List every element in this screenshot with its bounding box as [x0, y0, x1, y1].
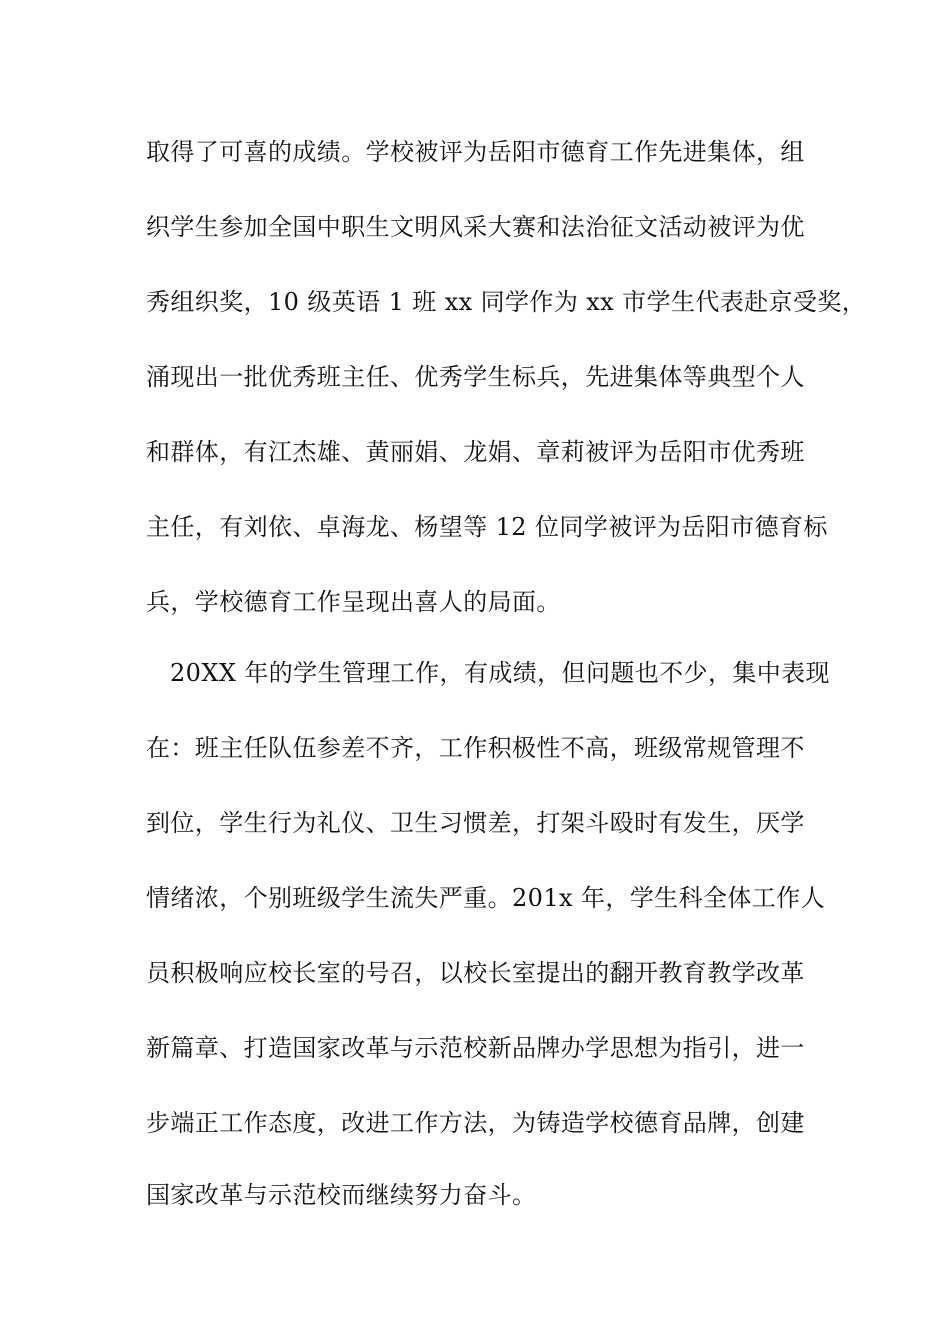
- paragraph-1-line-5: 和群体，有江杰雄、黄丽娟、龙娟、章莉被评为岳阳市优秀班: [146, 438, 805, 466]
- paragraph-1-line-7: 兵，学校德育工作呈现出喜人的局面。: [146, 588, 561, 616]
- paragraph-2-line-8: 国家改革与示范校而继续努力奋斗。: [146, 1181, 537, 1209]
- paragraph-1-line-2: 织学生参加全国中职生文明风采大赛和法治征文活动被评为优: [146, 213, 805, 241]
- paragraph-2-line-6: 新篇章、打造国家改革与示范校新品牌办学思想为指引，进一: [146, 1034, 805, 1062]
- paragraph-1-line-6: 主任，有刘依、卓海龙、杨望等 12 位同学被评为岳阳市德育标: [146, 513, 828, 541]
- paragraph-2-line-5: 员积极响应校长室的号召，以校长室提出的翻开教育教学改革: [146, 959, 805, 987]
- paragraph-2-line-1: 20XX 年的学生管理工作，有成绩，但问题也不少，集中表现: [170, 659, 830, 687]
- paragraph-2-line-4: 情绪浓，个别班级学生流失严重。201x 年，学生科全体工作人: [146, 884, 825, 912]
- paragraph-1-line-1: 取得了可喜的成绩。学校被评为岳阳市德育工作先进集体，组: [146, 138, 805, 166]
- paragraph-1-line-3: 秀组织奖，10 级英语 1 班 xx 同学作为 xx 市学生代表赴京受奖，: [146, 288, 867, 316]
- paragraph-2-line-2: 在：班主任队伍参差不齐，工作积极性不高，班级常规管理不: [146, 734, 805, 762]
- paragraph-2-line-7: 步端正工作态度，改进工作方法，为铸造学校德育品牌，创建: [146, 1109, 805, 1137]
- paragraph-2-line-3: 到位，学生行为礼仪、卫生习惯差，打架斗殴时有发生，厌学: [146, 809, 805, 837]
- paragraph-1-line-4: 涌现出一批优秀班主任、优秀学生标兵，先进集体等典型个人: [146, 363, 805, 391]
